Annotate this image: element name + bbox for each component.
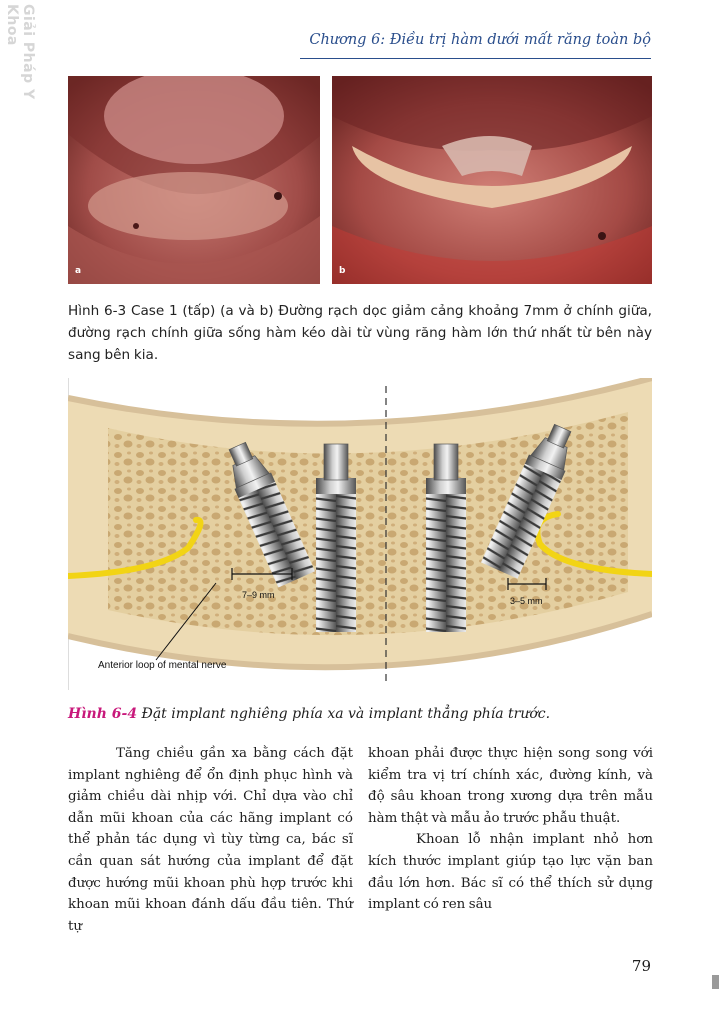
panel-label-b: b <box>339 266 346 276</box>
figure-6-4-diagram <box>68 378 652 690</box>
side-watermark: Giải Pháp Y Khoa <box>4 4 36 100</box>
measure-label-left: 7–9 mm <box>242 590 275 600</box>
nerve-label: Anterior loop of mental nerve <box>98 660 227 671</box>
body-column-left <box>68 743 353 937</box>
figure-6-3-photo-b <box>332 76 652 284</box>
measure-label-right: 3–5 mm <box>510 596 543 606</box>
left-column-paragraph: Tăng chiều gần xa bằng cách đặt implant nghiêng để ổn định phục hình và giảm chiều dài nhịp với. Chỉ dựa vào chỉ dẫn mũi khoan của các hãng implant có thể phản tác dụng vì tùy từng ca, bác sĩ cần quan sát hướng của implant để đặt được hướng mũi khoan phù hợp trước khi khoan mũi khoan đánh dấu đầu tiên. Thứ tự <box>68 746 353 934</box>
figure-6-4-caption-text: Đặt implant nghiêng phía xa và implant thẳng phía trước. <box>137 706 551 722</box>
panel-label-a: a <box>75 266 82 276</box>
right-column-paragraph-2: Khoan lỗ nhận implant nhỏ hơn kích thước implant giúp tạo lực vặn ban đầu lớn hơn. Bác sĩ có thể thích sử dụng implant có ren sâu <box>368 832 653 913</box>
body-column-right <box>368 743 653 916</box>
right-column-paragraph-1: khoan phải được thực hiện song song với kiểm tra vị trí chính xác, đường kính, và độ sâu khoan trong xương dựa trên mẫu hàm thật và mẫu ảo trước phẫu thuật. <box>368 746 653 826</box>
figure-6-4-number: Hình 6-4 <box>68 706 138 722</box>
page-number: 79 <box>631 957 651 975</box>
figure-6-3-photo-a <box>68 76 320 284</box>
page-edge-marker <box>712 975 719 989</box>
figure-6-3-caption: Hình 6-3 Case 1 (tấp) (a và b) Đường rạch dọc giảm cảng khoảng 7mm ở chính giữa, đường rạch chính giữa sống hàm kéo dài từ vùng răng hàm lớn thứ nhất từ bên này sang bên kia. <box>68 303 652 363</box>
figure-6-4-caption <box>68 706 652 722</box>
chapter-header: Chương 6: Điều trị hàm dưới mất răng toàn bộ <box>300 32 651 59</box>
